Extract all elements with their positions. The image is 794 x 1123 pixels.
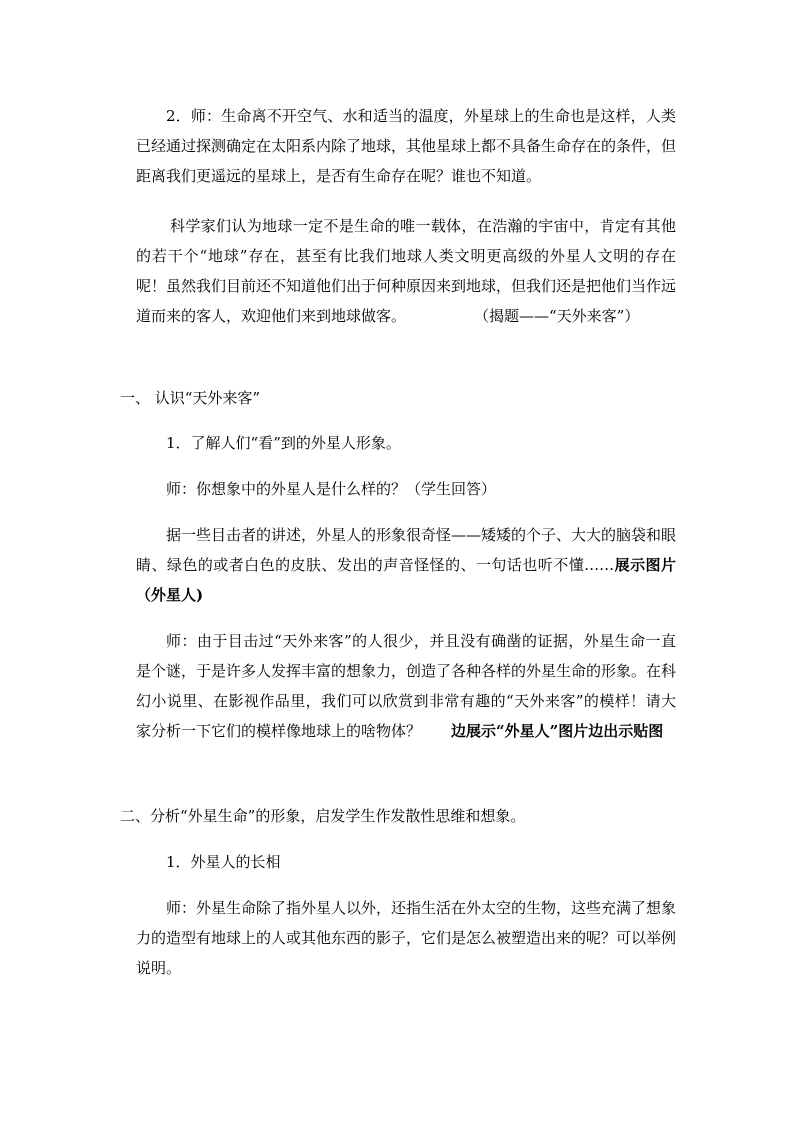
witness-text: 据一些目击者的讲述，外星人的形象很奇怪——矮矮的个子、大大的脑袋和眼睛、绿色的或者白色的皮肤、发出的声音怪怪的、一句话也听不懂……: [136, 526, 677, 574]
paragraph-imagination: [136, 626, 676, 746]
paragraph-scientists: [136, 211, 676, 331]
show-alien-picture-note: 边展示“外星人”图片边出示贴图: [451, 722, 664, 740]
paragraph-alien-shapes: 师：外星生命除了指外星人以外，还指生活在外太空的生物，这些充满了想象力的造型有地球上的人或其他东西的影子，它们是怎么被塑造出来的呢？可以举例说明。: [136, 899, 677, 977]
title-reveal-note: （揭题——“天外来客”）: [474, 307, 640, 325]
subheading-1-1: 1．了解人们“看”到的外星人形象。: [166, 434, 401, 452]
paragraph-scientists-text: 科学家们认为地球一定不是生命的唯一载体，在浩瀚的宇宙中，肯定有其他的若干个“地球”存在，甚至有比我们地球人类文明更高级的外星人文明的存在呢！虽然我们目前还不知道他们出于何种原因来到地球，但我们还是把他们当作远道而来的客人，欢迎他们来到地球做客。: [136, 217, 677, 325]
paragraph-life-conditions: 2．师：生命离不开空气、水和适当的温度，外星球上的生命也是这样，人类已经通过探测确定在太阳系内除了地球，其他星球上都不具备生命存在的条件，但距离我们更遥远的星球上，是否有生命存在呢？谁也不知道。: [136, 107, 677, 185]
section-heading-2: 二、分析“外星生命”的形象，启发学生作发散性思维和想象。: [120, 807, 526, 825]
imagination-text: 师：由于目击过“天外来客”的人很少，并且没有确凿的证据，外星生命一直是个谜，于是许多人发挥丰富的想象力，创造了各种各样的外星生命的形象。在科幻小说里、在影视作品里，我们可以欣赏到非常有趣的“天外来客”的模样！请大家分析一下它们的模样像地球上的啥物体？: [136, 632, 677, 740]
paragraph-teacher-question: 师：你想象中的外星人是什么样的？（学生回答）: [166, 480, 497, 498]
subheading-2-1: 1．外星人的长相: [166, 853, 281, 871]
paragraph-witness-description: [136, 520, 676, 610]
section-heading-1: 一、 认识“天外来客”: [120, 389, 261, 407]
show-picture-note: 展示图片（外星人): [136, 556, 676, 604]
